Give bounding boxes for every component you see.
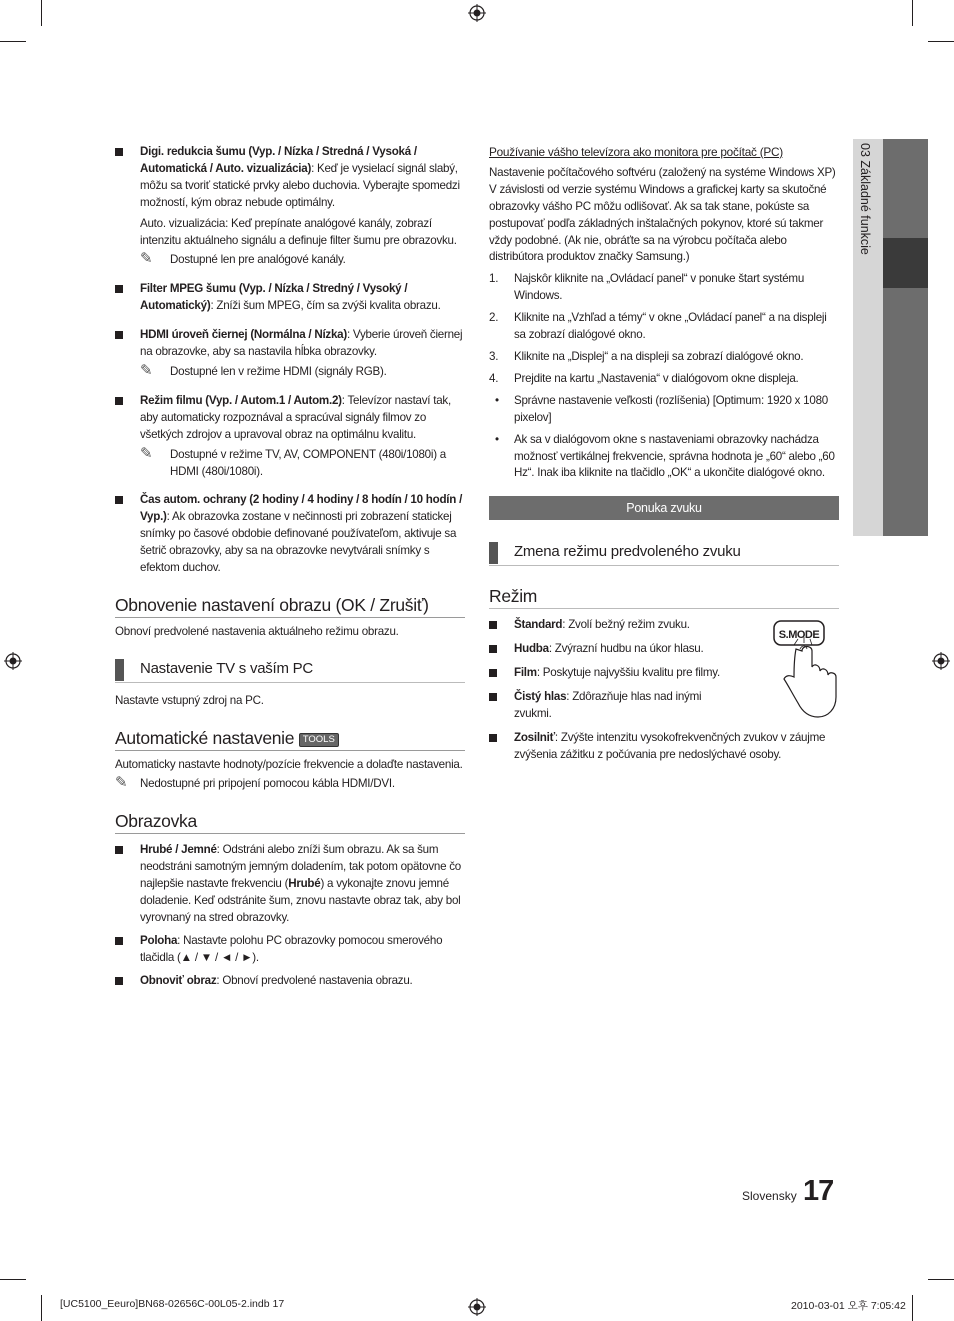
step-text: Prejdite na kartu „Nastavenia“ v dialógovom okne displeja. [514,371,799,385]
list-item [489,310,839,344]
section-heading [115,727,465,751]
menu-banner: Ponuka zvuku [489,496,839,520]
side-tab-marker [883,238,928,288]
square-bullet-icon [115,331,123,339]
note-text: Dostupné len v režime HDMI (signály RGB). [170,364,387,378]
list-item [489,393,839,427]
square-bullet-icon [489,621,497,629]
item-text: : Zvolí bežný režim zvuku. [562,618,690,632]
item-text: : Televízor nastaví tak, aby automaticky rozpoznával a spracúval signály filmov zo všetkých zdrojov a upravoval obraz na optimálnu kvalitu. [140,393,451,441]
list-item [489,617,744,634]
paragraph: Nastavenie počítačového softvéru (založený na systéme Windows XP) [489,165,836,179]
list-item [489,271,839,305]
square-bullet-icon [115,285,123,293]
pencil-note-icon: ✎ [115,774,128,792]
crop-mark [41,0,42,26]
crosshair-registration-icon [4,652,22,670]
crosshair-registration-icon [932,652,950,670]
item-inline-bold: Hrubé [288,877,321,891]
note [140,444,465,481]
square-bullet-icon [115,937,123,945]
print-slug-right: 2010-03-01 오후 7:05:42 [791,1300,906,1312]
pc-section-title: Používanie vášho televízora ako monitora pre počítač (PC) [489,145,783,159]
section-heading: Režim [489,588,839,609]
list-item [115,281,465,315]
pencil-note-icon: ✎ [140,250,153,268]
item-text: : Odstráni alebo zníži šum obrazu. Ak sa šum neodstráni samotným jemným doladením, tak potom opätovne čo najlepšie nastavte frekvenciu ( [140,843,461,891]
chapter-side-tab [853,139,928,536]
item-text: Správne nastavenie veľkosti (rozlíšenia) [Optimum: 1920 x 1080 pixelov] [514,393,828,424]
left-column [115,144,465,995]
tools-badge: TOOLS [299,733,339,747]
footer-language: Slovensky [742,1189,797,1203]
list-item [115,842,465,927]
item-title: Čas autom. ochrany (2 hodiny / 4 hodiny / 8 hodín / 10 hodín / Vyp.) [140,493,463,524]
right-column [489,144,839,768]
step-text: Najskôr kliknite na „Ovládací panel“ v ponuke štart systému Windows. [514,272,805,303]
list-item [115,393,465,481]
list-item [489,665,744,682]
item-text: Ak sa v dialógovom okne s nastaveniami obrazovky nachádza možnosť vertikálnej frekvencie, správna hodnota je „60“ alebo „60 Hz“. Inak iba kliknite na tlačidlo „OK“ a ukončite dialógové okno. [514,432,835,480]
list-item [489,641,744,658]
list-item [489,432,839,483]
list-item [115,973,465,990]
item-text: : Ak obrazovka zostane v nečinnosti pri zobrazení statickej snímky po časové obdobie definované používateľom, aktivuje sa šetrič obrazovky, aby sa na obrazovke nevytvárali snímky s efektom duchov. [140,510,457,575]
square-bullet-icon [115,148,123,156]
square-bullet-icon [489,693,497,701]
list-item [489,349,839,366]
list-item [115,144,465,269]
subsection-title: Zmena režimu predvoleného zvuku [514,543,741,561]
square-bullet-icon [489,645,497,653]
crop-mark [41,1295,42,1321]
list-item [115,933,465,967]
crop-mark [928,1279,954,1280]
note-text: Dostupné len pre analógové kanály. [170,253,346,267]
item-title: Filter MPEG šumu (Vyp. / Nízka / Stredný / Vysoký / Automatický) [140,282,408,313]
item-title: Obnoviť obraz [140,973,217,987]
item-text-tail: ) a vykonajte znovu jemné doladenie. Keď odstránite šum, znovu nastavte obraz tak, aby bol vyrovnaný na stred obrazovky. [140,877,461,924]
square-bullet-icon [115,846,123,854]
step-number: 2. [489,311,499,325]
square-bullet-icon [489,734,497,742]
step-text: Kliknite na „Vzhľad a témy“ v okne „Ovládací panel“ a na displeji sa zobrazí dialógové okno. [514,311,827,342]
item-title: Poloha [140,933,178,947]
paragraph: Automaticky nastavte hodnoty/pozície frekvencie a dolaďte nastavenia. [115,757,463,771]
subsection-heading [115,659,465,683]
smode-button-label: S.MODE [778,629,820,642]
subsection-heading [489,542,839,566]
section-title: Automatické nastavenie [115,727,295,748]
sub-text: : Keď prepínate analógové kanály, zobrazí intenzitu aktuálneho signálu a definuje filter šumu pre obrazovku. [140,216,457,247]
item-text: : Vyberie úroveň čiernej na obrazovke, aby sa nastavila hĺbka obrazovky. [140,328,463,359]
crop-mark [912,0,913,26]
step-number: 4. [489,371,499,385]
paragraph: Nastavte vstupný zdroj na PC. [115,693,264,707]
note-text: Nedostupné pri pripojení pomocou kábla HDMI/DVI. [140,777,395,791]
paragraph: V závislosti od verzie systému Windows a grafickej karty sa skutočné obrazovky vášho PC môžu odlišovať. Ak sa tak stane, pokúste sa postupovať podľa základných inštalačných pokynov, ktoré sú takmer vždy podobné. (Ak nie, obráťte sa na výrobcu počítača alebo distribútora produktov značky Samsung.) [489,182,827,264]
item-title: Film [514,665,537,679]
square-bullet-icon [115,397,123,405]
crop-mark [0,1279,26,1280]
crosshair-registration-icon [468,4,486,22]
list-item [489,689,719,723]
crop-mark [0,41,26,42]
item-text: : Zvýrazní hudbu na úkor hlasu. [548,642,704,656]
step-text: Kliknite na „Displej“ a na displeji sa zobrazí dialógové okno. [514,349,804,363]
note [140,252,465,269]
list-item [489,371,839,388]
item-text: : Zníži šum MPEG, čím sa zvýši kvalita obrazu. [210,299,441,313]
item-text: : Zdôrazňuje hlas nad inými zvukmi. [514,689,702,720]
item-title: Hudba [514,642,549,656]
dot-bullet-icon: • [495,393,499,407]
pencil-note-icon: ✎ [140,444,153,462]
square-bullet-icon [489,669,497,677]
item-title: Hrubé / Jemné [140,843,217,857]
list-item [115,492,465,577]
list-item [489,730,839,764]
section-heading: Obnovenie nastavení obrazu (OK / Zrušiť) [115,597,465,618]
side-tab-dark [883,139,928,536]
step-number: 1. [489,272,499,286]
item-text: : Zvýšte intenzitu vysokofrekvenčných zvukov v záujme zvýšenia zážitku z počúvania pre nedoslýchavé osoby. [514,730,826,761]
item-text: : Obnoví predvolené nastavenia obrazu. [216,973,413,987]
crop-mark [928,41,954,42]
chapter-title: 03 Základné funkcie [858,143,872,255]
item-title: Čistý hlas [514,689,567,703]
mode-list [489,617,839,763]
note [115,776,465,793]
sub-paragraph [140,216,465,250]
square-bullet-icon [115,977,123,985]
list-item [115,327,465,381]
crop-mark [912,1295,913,1321]
page-number: 17 [803,1175,834,1207]
paragraph: Obnoví predvolené nastavenia aktuálneho režimu obrazu. [115,624,399,638]
square-bullet-icon [115,496,123,504]
subsection-bar [489,542,498,564]
print-slug-left: [UC5100_Eeuro]BN68-02656C-00L05-2.indb 17 [60,1298,285,1310]
pencil-note-icon: ✎ [140,361,153,379]
item-text: : Poskytuje najvyššiu kvalitu pre filmy. [536,665,720,679]
dot-bullet-icon: • [495,432,499,446]
item-text: : Nastavte polohu PC obrazovky pomocou smerového tlačidla (▲ / ▼ / ◄ / ►). [140,933,443,964]
remote-hand-icon [772,619,840,719]
crosshair-registration-icon [468,1298,486,1316]
section-heading: Obrazovka [115,813,465,834]
item-text: : Keď je vysielací signál slabý, môžu sa tvoriť statické prvky alebo duchovia. Vyberajte spomedzi možností, kým obraz nebude optimálny. [140,161,460,209]
note-text: Dostupné v režime TV, AV, COMPONENT (480i/1080i) a HDMI (480i/1080i). [170,447,446,478]
item-title: Digi. redukcia šumu (Vyp. / Nízka / Stredná / Vysoká / Automatická / Auto. vizualizácia) [140,145,417,175]
item-title: Zosilniť [514,730,555,744]
item-title: Režim filmu (Vyp. / Autom.1 / Autom.2) [140,393,342,407]
sub-title: Auto. vizualizácia [140,216,226,230]
step-number: 3. [489,349,499,363]
subsection-bar [115,659,124,681]
subsection-title: Nastavenie TV s vaším PC [140,659,313,677]
note [140,361,465,381]
item-title: Štandard [514,618,563,632]
item-title: HDMI úroveň čiernej (Normálna / Nízka) [140,328,347,342]
